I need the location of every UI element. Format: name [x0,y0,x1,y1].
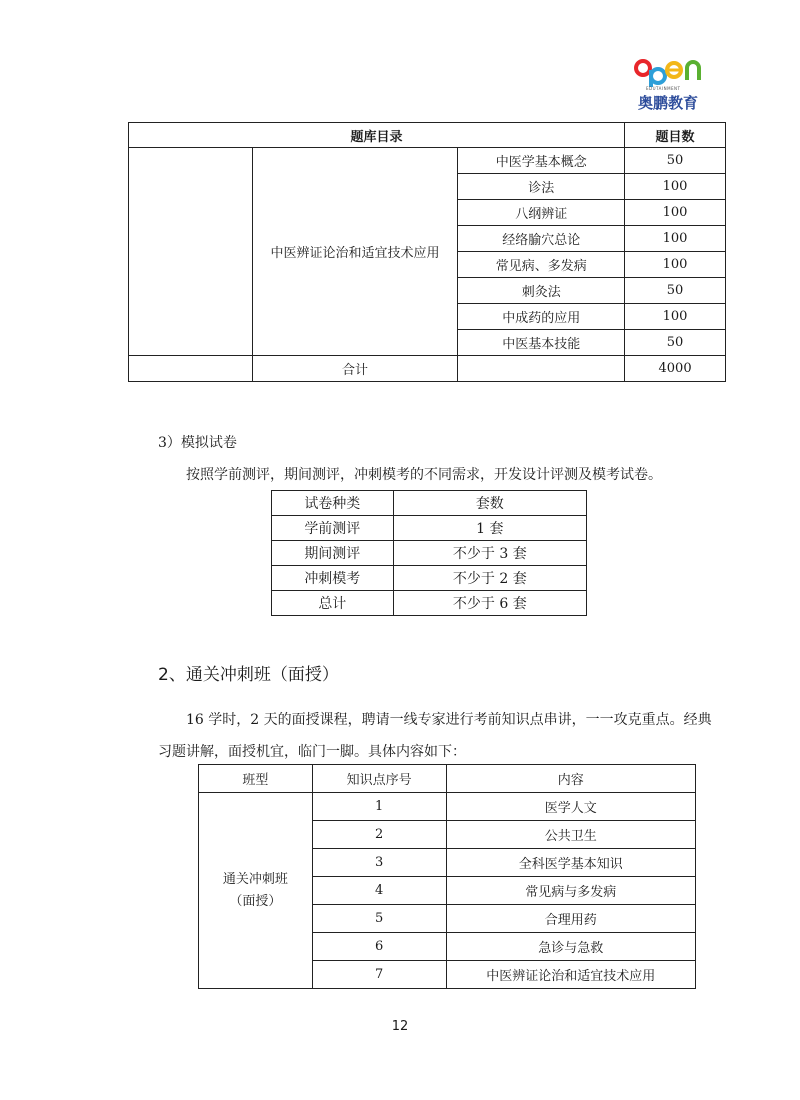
topic-cell: 中成药的应用 [458,304,625,330]
total-value: 4000 [625,356,726,382]
exam-paper-table [271,490,587,616]
empty-cell [129,356,253,382]
table-row [199,793,696,821]
content-cell: 医学人文 [446,793,695,821]
section-heading-sprint-class: 2、通关冲刺班（面授） [158,665,339,685]
class-type-line2: （面授） [229,893,282,909]
total-row [129,356,726,382]
point-no-cell: 7 [312,961,446,989]
topic-cell: 八纲辨证 [458,200,625,226]
table-header-row [129,123,726,148]
sets-cell: 不少于 2 套 [393,566,586,591]
mock-exam-paragraph: 按照学前测评，期间测评，冲刺模考的不同需求，开发设计评测及模考试卷。 [186,467,662,483]
topic-cell: 中医基本技能 [458,330,625,356]
logo-subtitle: EDUTAINMENT [646,86,681,91]
content-cell: 常见病与多发病 [446,877,695,905]
header-class-type: 班型 [199,765,313,793]
paper-type-cell: 学前测评 [272,516,394,541]
paper-type-cell: 总计 [272,591,394,616]
point-no-cell: 2 [312,821,446,849]
header-point-no: 知识点序号 [312,765,446,793]
paper-type-cell: 期间测评 [272,541,394,566]
brand-logo [628,58,708,118]
logo-text: 奥鹏教育 [637,94,698,112]
total-label: 合计 [252,356,458,382]
header-content: 内容 [446,765,695,793]
point-no-cell: 6 [312,933,446,961]
empty-cell [458,356,625,382]
content-cell: 公共卫生 [446,821,695,849]
empty-cell [129,148,253,356]
table-row [272,566,587,591]
topic-cell: 常见病、多发病 [458,252,625,278]
count-cell: 50 [625,148,726,174]
point-no-cell: 5 [312,905,446,933]
content-cell: 合理用药 [446,905,695,933]
sprint-class-paragraph: 16 学时，2 天的面授课程，聘请一线专家进行考前知识点串讲，一一攻克重点。经典习题讲解，面授机宜，临门一脚。具体内容如下： [158,712,712,760]
sets-cell: 不少于 6 套 [393,591,586,616]
point-no-cell: 3 [312,849,446,877]
count-cell: 100 [625,174,726,200]
content-cell: 中医辨证论治和适宜技术应用 [446,961,695,989]
topic-cell: 经络腧穴总论 [458,226,625,252]
count-cell: 50 [625,278,726,304]
class-type-line1: 通关冲刺班 [222,871,288,887]
table-row [272,516,587,541]
table-row [129,148,726,174]
class-type-cell [199,793,313,989]
question-bank-table [128,122,726,382]
paper-type-cell: 冲刺模考 [272,566,394,591]
topic-cell: 诊法 [458,174,625,200]
point-no-cell: 4 [312,877,446,905]
sets-cell: 1 套 [393,516,586,541]
group-label: 中医辨证论治和适宜技术应用 [252,148,458,356]
count-cell: 100 [625,304,726,330]
sets-cell: 不少于 3 套 [393,541,586,566]
topic-cell: 中医学基本概念 [458,148,625,174]
table-row [272,591,587,616]
open-logo-icon [634,58,702,88]
table-header-row [272,491,587,516]
table-row [272,541,587,566]
content-cell: 全科医学基本知识 [446,849,695,877]
header-catalog: 题库目录 [129,123,625,148]
section-title-mock-exam: 3）模拟试卷 [158,435,237,451]
header-count: 题目数 [625,123,726,148]
count-cell: 50 [625,330,726,356]
point-no-cell: 1 [312,793,446,821]
header-paper-type: 试卷种类 [272,491,394,516]
content-cell: 急诊与急救 [446,933,695,961]
sprint-class-table [198,764,696,989]
count-cell: 100 [625,226,726,252]
topic-cell: 刺灸法 [458,278,625,304]
page-number: 12 [391,1019,409,1034]
table-header-row [199,765,696,793]
count-cell: 100 [625,200,726,226]
header-sets: 套数 [393,491,586,516]
count-cell: 100 [625,252,726,278]
